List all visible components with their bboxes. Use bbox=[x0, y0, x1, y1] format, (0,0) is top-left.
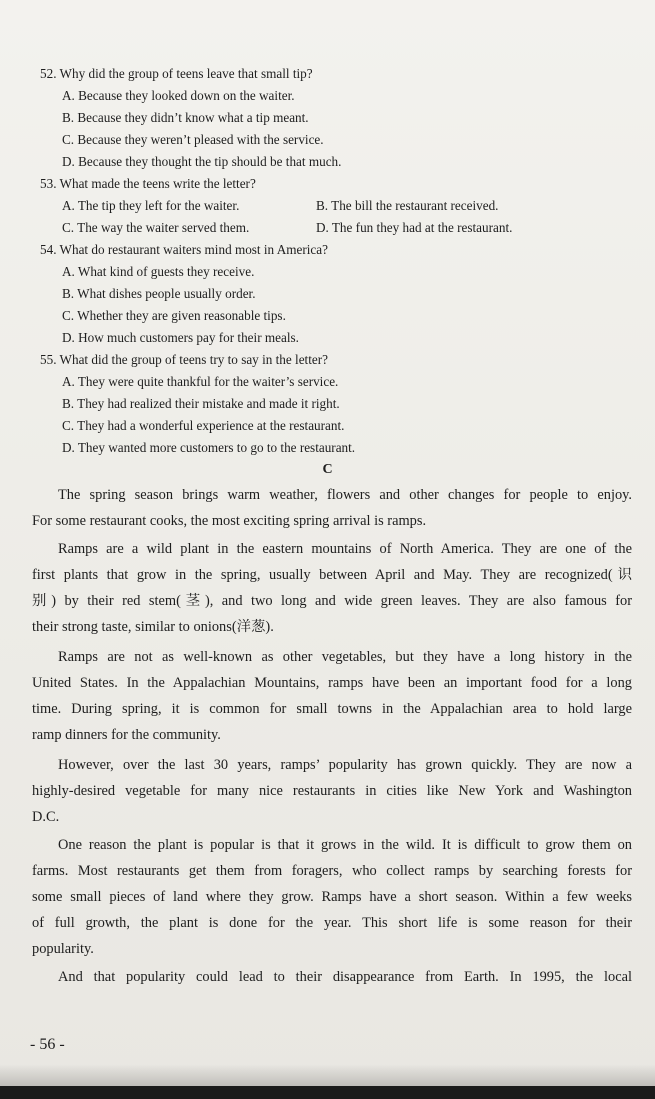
passage-line: popularity. bbox=[32, 941, 94, 957]
question-52-stem: 52. Why did the group of teens leave that small tip? bbox=[40, 66, 313, 81]
passage-line: first plants that grow in the spring, usually between April and May. They are recognized(识 bbox=[32, 567, 632, 583]
question-52-option-b: B. Because they didn’t know what a tip meant. bbox=[62, 110, 309, 125]
passage-line: United States. In the Appalachian Mountains, ramps have been an important food for a long bbox=[32, 675, 632, 691]
question-53-option-b: B. The bill the restaurant received. bbox=[316, 198, 499, 213]
question-55-option-d: D. They wanted more customers to go to the restaurant. bbox=[62, 440, 356, 455]
page-number: - 56 - bbox=[30, 1036, 65, 1053]
question-53-option-c: C. The way the waiter served them. bbox=[62, 220, 250, 235]
section-heading: C bbox=[322, 462, 333, 477]
passage-line: D.C. bbox=[32, 809, 60, 825]
passage-line: However, over the last 30 years, ramps’ popularity has grown quickly. They are now a bbox=[58, 757, 632, 773]
question-54-option-d: D. How much customers pay for their meals. bbox=[62, 330, 299, 345]
question-54-option-c: C. Whether they are given reasonable tips. bbox=[62, 308, 286, 323]
question-53-option-d: D. The fun they had at the restaurant. bbox=[316, 220, 513, 235]
passage-line: One reason the plant is popular is that it grows in the wild. It is difficult to grow them on bbox=[58, 837, 632, 853]
passage-line: Ramps are a wild plant in the eastern mountains of North America. They are one of the bbox=[58, 541, 632, 557]
passage-line: highly-desired vegetable for many nice restaurants in cities like New York and Washington bbox=[32, 783, 632, 799]
passage-line: their strong taste, similar to onions(洋葱). bbox=[32, 619, 274, 635]
question-55-option-a: A. They were quite thankful for the waiter’s service. bbox=[62, 374, 339, 389]
passage-line: of full growth, the plant is done for the year. This short life is some reason for their bbox=[32, 915, 632, 931]
passage-line: farms. Most restaurants get them from foragers, who collect ramps by searching forests for bbox=[32, 863, 632, 879]
passage-line: 别) by their red stem(茎), and two long and wide green leaves. They are also famous for bbox=[32, 593, 632, 609]
question-54-option-a: A. What kind of guests they receive. bbox=[62, 264, 255, 279]
passage-line: Ramps are not as well-known as other vegetables, but they have a long history in the bbox=[58, 649, 632, 665]
question-55-option-b: B. They had realized their mistake and made it right. bbox=[62, 396, 340, 411]
page-bottom-shadow bbox=[0, 1064, 655, 1086]
question-54-option-b: B. What dishes people usually order. bbox=[62, 286, 256, 301]
passage-line: time. During spring, it is common for small towns in the Appalachian area to hold large bbox=[32, 701, 632, 717]
passage-line: And that popularity could lead to their disappearance from Earth. In 1995, the local bbox=[58, 969, 632, 985]
passage-line: some small pieces of land where they grow. Ramps have a short season. Within a few weeks bbox=[32, 889, 632, 905]
question-53-stem: 53. What made the teens write the letter? bbox=[40, 176, 256, 191]
question-52-option-d: D. Because they thought the tip should be that much. bbox=[62, 154, 342, 169]
passage-line: ramp dinners for the community. bbox=[32, 727, 221, 743]
question-52-option-a: A. Because they looked down on the waiter. bbox=[62, 88, 295, 103]
passage-line: The spring season brings warm weather, flowers and other changes for people to enjoy. bbox=[58, 487, 632, 503]
question-55-stem: 55. What did the group of teens try to say in the letter? bbox=[40, 352, 328, 367]
question-55-option-c: C. They had a wonderful experience at the restaurant. bbox=[62, 418, 345, 433]
passage-line: For some restaurant cooks, the most exciting spring arrival is ramps. bbox=[32, 513, 427, 529]
question-53-option-a: A. The tip they left for the waiter. bbox=[62, 198, 240, 213]
question-52-option-c: C. Because they weren’t pleased with the service. bbox=[62, 132, 324, 147]
question-54-stem: 54. What do restaurant waiters mind most in America? bbox=[40, 242, 328, 257]
